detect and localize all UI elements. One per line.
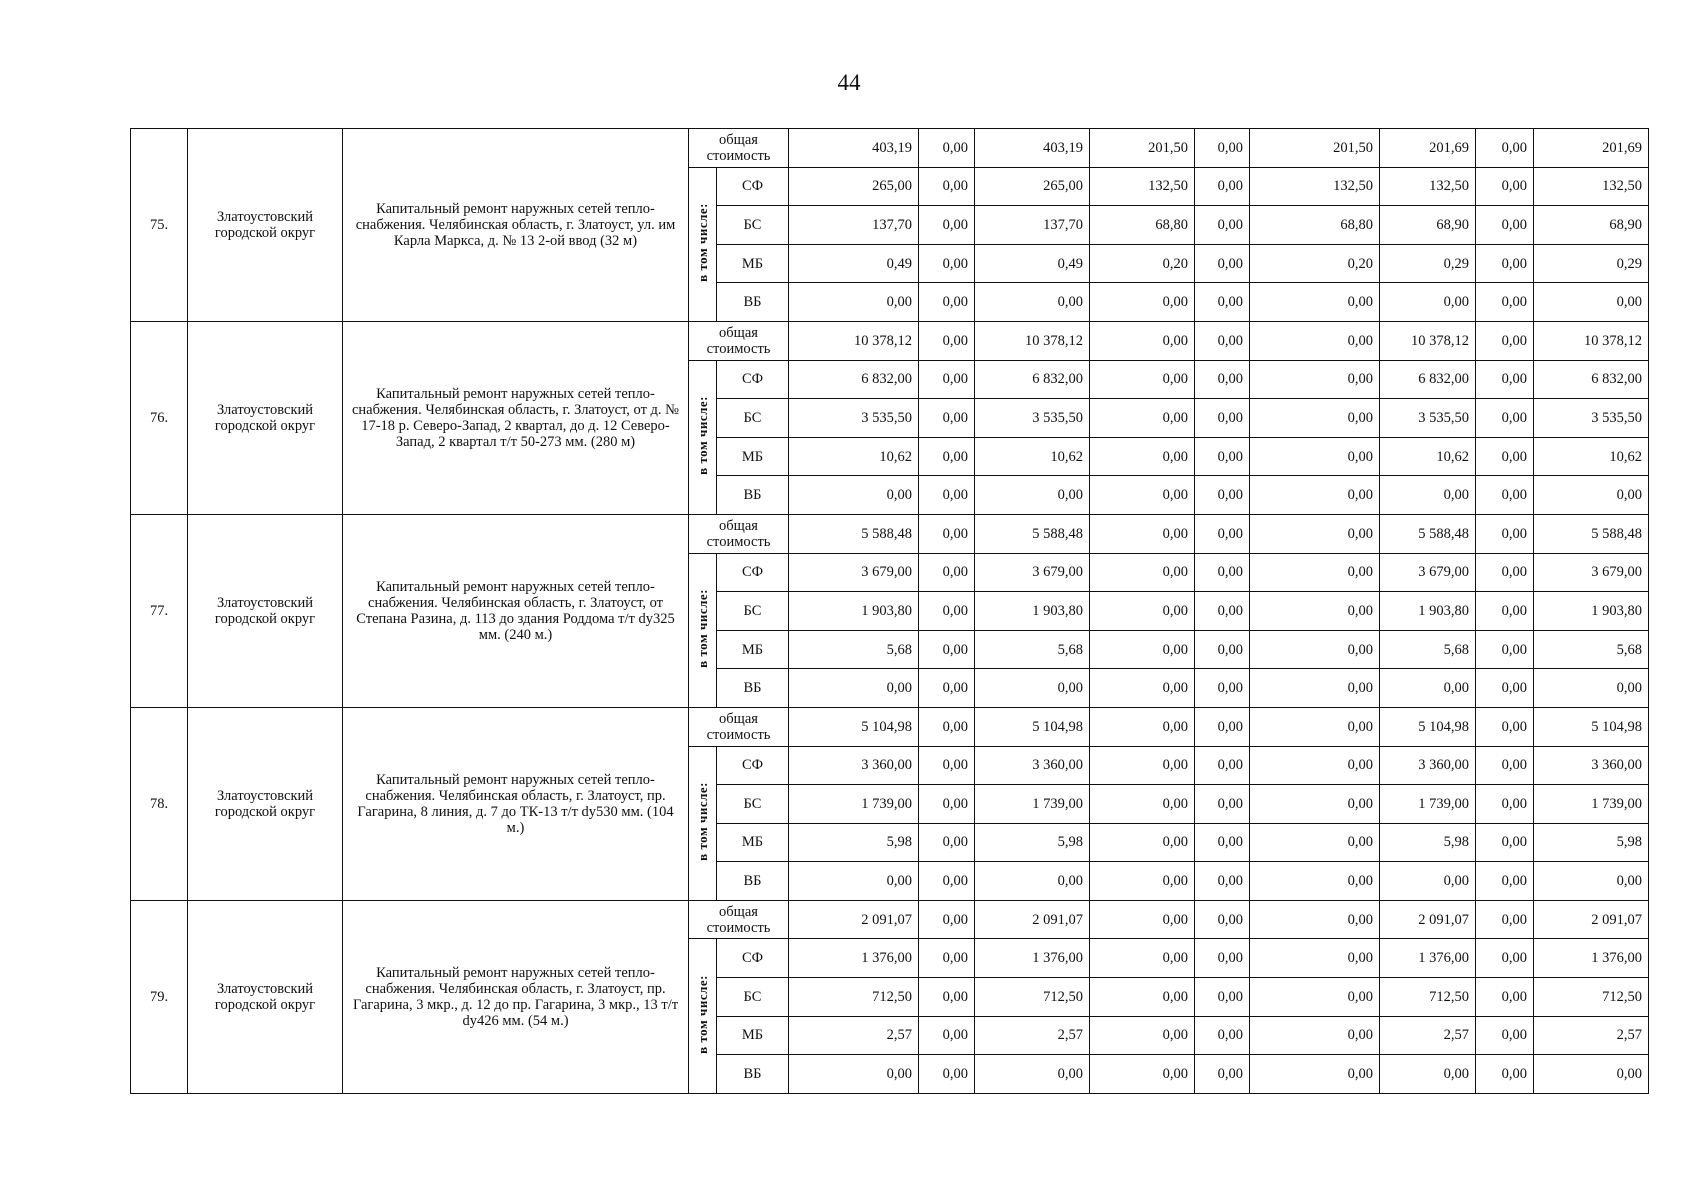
row-number: 75. — [131, 129, 188, 322]
value-cell: 0,00 — [1476, 823, 1534, 862]
funding-source-label: СФ — [717, 553, 789, 592]
value-cell: 0,00 — [1195, 630, 1250, 669]
value-cell: 0,00 — [1476, 360, 1534, 399]
value-cell: 10,62 — [1380, 437, 1476, 476]
project-description: Капитальный ремонт наружных сетей тепло-снабжения. Челябинская область, г. Златоуст, пр. Гагарина, 8 линия, д. 7 до ТК-13 т/т dy530 мм. (104 м.) — [343, 707, 689, 900]
value-cell: 0,00 — [1250, 399, 1380, 438]
value-cell: 0,00 — [1476, 476, 1534, 515]
value-cell: 0,00 — [1250, 939, 1380, 978]
value-cell: 0,29 — [1380, 244, 1476, 283]
row-number: 78. — [131, 707, 188, 900]
value-cell: 0,00 — [1250, 476, 1380, 515]
including-cell — [689, 360, 717, 514]
value-cell: 0,00 — [1250, 553, 1380, 592]
value-cell: 6 832,00 — [975, 360, 1090, 399]
including-label: в том числе: — [695, 395, 710, 475]
including-label: в том числе: — [695, 202, 710, 282]
value-cell: 3 535,50 — [975, 399, 1090, 438]
funding-source-label: БС — [717, 206, 789, 245]
value-cell: 5,98 — [1380, 823, 1476, 862]
value-cell: 0,00 — [1090, 746, 1195, 785]
value-cell: 0,00 — [1195, 476, 1250, 515]
value-cell: 0,00 — [1476, 437, 1534, 476]
value-cell: 0,00 — [1250, 785, 1380, 824]
value-cell: 0,00 — [1090, 939, 1195, 978]
value-cell: 137,70 — [975, 206, 1090, 245]
funding-source-label: МБ — [717, 823, 789, 862]
value-cell: 1 739,00 — [789, 785, 919, 824]
value-cell: 5 104,98 — [789, 707, 919, 746]
value-cell: 0,00 — [1534, 1055, 1649, 1094]
value-cell: 5 104,98 — [975, 707, 1090, 746]
table-row-total — [131, 321, 1649, 360]
funding-source-label: МБ — [717, 437, 789, 476]
value-cell: 0,00 — [1476, 321, 1534, 360]
value-cell: 5 588,48 — [1380, 514, 1476, 553]
value-cell: 201,69 — [1534, 129, 1649, 168]
value-cell: 1 903,80 — [975, 592, 1090, 631]
value-cell: 0,00 — [919, 862, 975, 901]
value-cell: 10,62 — [975, 437, 1090, 476]
value-cell: 0,00 — [919, 321, 975, 360]
value-cell: 0,00 — [919, 360, 975, 399]
value-cell: 0,00 — [919, 630, 975, 669]
value-cell: 0,00 — [1090, 1016, 1195, 1055]
value-cell: 0,00 — [1476, 900, 1534, 939]
value-cell: 68,80 — [1090, 206, 1195, 245]
value-cell: 0,00 — [1195, 129, 1250, 168]
value-cell: 0,00 — [1195, 1016, 1250, 1055]
value-cell: 0,00 — [1476, 746, 1534, 785]
value-cell: 0,00 — [789, 862, 919, 901]
project-description: Капитальный ремонт наружных сетей тепло-снабжения. Челябинская область, г. Златоуст, пр. Гагарина, 3 мкр., д. 12 до пр. Гагарина, 3 мкр., 13 т/т dy426 мм. (54 м.) — [343, 900, 689, 1093]
value-cell: 5 104,98 — [1534, 707, 1649, 746]
row-number: 76. — [131, 321, 188, 514]
value-cell: 5,98 — [975, 823, 1090, 862]
value-cell: 0,00 — [1476, 630, 1534, 669]
value-cell: 0,00 — [1476, 206, 1534, 245]
value-cell: 0,00 — [1090, 514, 1195, 553]
value-cell: 132,50 — [1380, 167, 1476, 206]
value-cell: 0,00 — [919, 399, 975, 438]
value-cell: 0,00 — [789, 1055, 919, 1094]
table-row-total — [131, 900, 1649, 939]
value-cell: 3 679,00 — [789, 553, 919, 592]
value-cell: 0,00 — [1476, 129, 1534, 168]
value-cell: 0,00 — [1090, 553, 1195, 592]
value-cell: 0,00 — [1195, 321, 1250, 360]
value-cell: 0,00 — [1195, 592, 1250, 631]
funding-source-label: ВБ — [717, 1055, 789, 1094]
value-cell: 712,50 — [789, 978, 919, 1017]
funding-source-label: СФ — [717, 746, 789, 785]
value-cell: 0,00 — [1195, 669, 1250, 708]
page-number: 44 — [837, 70, 861, 95]
value-cell: 2,57 — [789, 1016, 919, 1055]
funding-source-label: МБ — [717, 630, 789, 669]
funding-source-label: МБ — [717, 1016, 789, 1055]
including-label: в том числе: — [695, 781, 710, 861]
total-cost-label: общая стоимость — [689, 129, 789, 168]
value-cell: 0,00 — [919, 437, 975, 476]
value-cell: 0,00 — [1476, 167, 1534, 206]
value-cell: 0,00 — [919, 129, 975, 168]
row-number: 77. — [131, 514, 188, 707]
value-cell: 0,00 — [1090, 707, 1195, 746]
value-cell: 0,00 — [1090, 360, 1195, 399]
value-cell: 0,00 — [1476, 399, 1534, 438]
value-cell: 265,00 — [789, 167, 919, 206]
value-cell: 2 091,07 — [1380, 900, 1476, 939]
value-cell: 0,00 — [1250, 900, 1380, 939]
value-cell: 0,00 — [1195, 823, 1250, 862]
value-cell: 2,57 — [975, 1016, 1090, 1055]
value-cell: 0,00 — [1195, 514, 1250, 553]
value-cell: 0,00 — [1250, 1055, 1380, 1094]
value-cell: 137,70 — [789, 206, 919, 245]
value-cell: 10 378,12 — [1534, 321, 1649, 360]
value-cell: 0,00 — [1090, 592, 1195, 631]
value-cell: 0,00 — [1476, 862, 1534, 901]
funding-source-label: БС — [717, 592, 789, 631]
value-cell: 10,62 — [789, 437, 919, 476]
value-cell: 0,00 — [919, 283, 975, 322]
value-cell: 0,00 — [1476, 669, 1534, 708]
value-cell: 0,00 — [1476, 978, 1534, 1017]
value-cell: 0,00 — [1476, 283, 1534, 322]
value-cell: 0,00 — [1195, 1055, 1250, 1094]
value-cell: 201,69 — [1380, 129, 1476, 168]
value-cell: 0,00 — [1534, 283, 1649, 322]
value-cell: 0,00 — [1250, 669, 1380, 708]
value-cell: 1 903,80 — [1534, 592, 1649, 631]
value-cell: 0,00 — [919, 707, 975, 746]
value-cell: 403,19 — [975, 129, 1090, 168]
value-cell: 0,00 — [1090, 669, 1195, 708]
value-cell: 712,50 — [1380, 978, 1476, 1017]
value-cell: 0,00 — [1476, 514, 1534, 553]
value-cell: 3 535,50 — [1534, 399, 1649, 438]
value-cell: 0,00 — [1195, 360, 1250, 399]
value-cell: 5 588,48 — [1534, 514, 1649, 553]
funding-source-label: ВБ — [717, 669, 789, 708]
value-cell: 5,68 — [975, 630, 1090, 669]
value-cell: 2,57 — [1534, 1016, 1649, 1055]
value-cell: 0,00 — [1250, 746, 1380, 785]
value-cell: 0,00 — [919, 476, 975, 515]
value-cell: 0,00 — [1195, 746, 1250, 785]
value-cell: 0,00 — [919, 785, 975, 824]
value-cell: 3 679,00 — [975, 553, 1090, 592]
value-cell: 5,68 — [789, 630, 919, 669]
funding-source-label: ВБ — [717, 283, 789, 322]
funding-source-label: ВБ — [717, 476, 789, 515]
including-label: в том числе: — [695, 974, 710, 1054]
value-cell: 0,00 — [1090, 630, 1195, 669]
value-cell: 0,00 — [1476, 592, 1534, 631]
value-cell: 3 679,00 — [1534, 553, 1649, 592]
value-cell: 0,20 — [1090, 244, 1195, 283]
value-cell: 0,00 — [1380, 1055, 1476, 1094]
value-cell: 0,00 — [919, 939, 975, 978]
value-cell: 0,00 — [1195, 167, 1250, 206]
value-cell: 0,00 — [919, 206, 975, 245]
value-cell: 0,00 — [1090, 437, 1195, 476]
value-cell: 0,00 — [1250, 862, 1380, 901]
value-cell: 0,00 — [1534, 476, 1649, 515]
value-cell: 712,50 — [975, 978, 1090, 1017]
value-cell: 0,00 — [1195, 206, 1250, 245]
funding-source-label: СФ — [717, 360, 789, 399]
value-cell: 5,68 — [1380, 630, 1476, 669]
value-cell: 0,00 — [789, 283, 919, 322]
value-cell: 0,00 — [1250, 707, 1380, 746]
value-cell: 0,00 — [1250, 823, 1380, 862]
value-cell: 0,00 — [1250, 514, 1380, 553]
municipality: Златоустовский городской округ — [188, 321, 343, 514]
value-cell: 265,00 — [975, 167, 1090, 206]
value-cell: 0,00 — [919, 746, 975, 785]
total-cost-label: общая стоимость — [689, 514, 789, 553]
value-cell: 2 091,07 — [789, 900, 919, 939]
total-cost-label: общая стоимость — [689, 900, 789, 939]
value-cell: 68,80 — [1250, 206, 1380, 245]
value-cell: 403,19 — [789, 129, 919, 168]
value-cell: 0,00 — [1250, 630, 1380, 669]
project-description: Капитальный ремонт наружных сетей тепло-снабжения. Челябинская область, г. Златоуст, ул. им Карла Маркса, д. № 13 2-ой ввод (32 м) — [343, 129, 689, 322]
value-cell: 1 903,80 — [1380, 592, 1476, 631]
table-body — [131, 129, 1649, 1094]
value-cell: 0,00 — [1195, 785, 1250, 824]
value-cell: 0,00 — [1090, 785, 1195, 824]
municipality: Златоустовский городской округ — [188, 900, 343, 1093]
table-row-total — [131, 129, 1649, 168]
value-cell: 5,98 — [789, 823, 919, 862]
funding-source-label: БС — [717, 399, 789, 438]
value-cell: 3 360,00 — [975, 746, 1090, 785]
value-cell: 68,90 — [1534, 206, 1649, 245]
value-cell: 132,50 — [1534, 167, 1649, 206]
value-cell: 0,00 — [1195, 900, 1250, 939]
value-cell: 0,00 — [919, 592, 975, 631]
project-description: Капитальный ремонт наружных сетей тепло-снабжения. Челябинская область, г. Златоуст, от Степана Разина, д. 113 до здания Роддома т/т dy325 мм. (240 м.) — [343, 514, 689, 707]
funding-source-label: БС — [717, 978, 789, 1017]
value-cell: 1 903,80 — [789, 592, 919, 631]
value-cell: 5 588,48 — [975, 514, 1090, 553]
row-number: 79. — [131, 900, 188, 1093]
value-cell: 0,00 — [919, 669, 975, 708]
value-cell: 2 091,07 — [1534, 900, 1649, 939]
value-cell: 5 588,48 — [789, 514, 919, 553]
value-cell: 3 360,00 — [789, 746, 919, 785]
value-cell: 0,49 — [975, 244, 1090, 283]
value-cell: 68,90 — [1380, 206, 1476, 245]
including-cell — [689, 167, 717, 321]
value-cell: 0,00 — [1476, 553, 1534, 592]
table-row-total — [131, 514, 1649, 553]
value-cell: 0,00 — [1090, 476, 1195, 515]
value-cell: 0,00 — [919, 1055, 975, 1094]
value-cell: 0,00 — [1090, 1055, 1195, 1094]
value-cell: 0,00 — [919, 514, 975, 553]
value-cell: 132,50 — [1250, 167, 1380, 206]
value-cell: 132,50 — [1090, 167, 1195, 206]
value-cell: 0,00 — [1534, 669, 1649, 708]
value-cell: 0,00 — [1090, 283, 1195, 322]
value-cell: 0,00 — [789, 476, 919, 515]
funding-source-label: МБ — [717, 244, 789, 283]
value-cell: 0,00 — [1195, 553, 1250, 592]
value-cell: 10,62 — [1534, 437, 1649, 476]
value-cell: 0,00 — [1476, 244, 1534, 283]
value-cell: 0,00 — [1250, 437, 1380, 476]
value-cell: 0,00 — [975, 862, 1090, 901]
value-cell: 0,00 — [1195, 244, 1250, 283]
value-cell: 0,00 — [919, 244, 975, 283]
municipality: Златоустовский городской округ — [188, 514, 343, 707]
value-cell: 0,00 — [919, 553, 975, 592]
value-cell: 3 360,00 — [1380, 746, 1476, 785]
value-cell: 10 378,12 — [789, 321, 919, 360]
value-cell: 0,00 — [1195, 978, 1250, 1017]
value-cell: 0,00 — [1090, 321, 1195, 360]
value-cell: 0,00 — [1476, 1016, 1534, 1055]
value-cell: 1 376,00 — [975, 939, 1090, 978]
value-cell: 1 739,00 — [1380, 785, 1476, 824]
value-cell: 0,00 — [1250, 978, 1380, 1017]
municipality: Златоустовский городской округ — [188, 129, 343, 322]
funding-source-label: СФ — [717, 167, 789, 206]
value-cell: 3 535,50 — [1380, 399, 1476, 438]
value-cell: 3 679,00 — [1380, 553, 1476, 592]
value-cell: 0,49 — [789, 244, 919, 283]
value-cell: 5,98 — [1534, 823, 1649, 862]
value-cell: 3 360,00 — [1534, 746, 1649, 785]
value-cell: 0,00 — [1380, 669, 1476, 708]
value-cell: 0,00 — [1195, 437, 1250, 476]
value-cell: 0,00 — [919, 900, 975, 939]
value-cell: 0,00 — [1090, 823, 1195, 862]
value-cell: 0,00 — [975, 669, 1090, 708]
value-cell: 5,68 — [1534, 630, 1649, 669]
value-cell: 0,00 — [1090, 900, 1195, 939]
municipality: Златоустовский городской округ — [188, 707, 343, 900]
value-cell: 0,00 — [975, 283, 1090, 322]
including-label: в том числе: — [695, 588, 710, 668]
value-cell: 0,00 — [1380, 476, 1476, 515]
value-cell: 201,50 — [1250, 129, 1380, 168]
total-cost-label: общая стоимость — [689, 707, 789, 746]
value-cell: 0,00 — [919, 978, 975, 1017]
value-cell: 0,00 — [1250, 321, 1380, 360]
value-cell: 0,00 — [1195, 707, 1250, 746]
value-cell: 10 378,12 — [975, 321, 1090, 360]
value-cell: 0,00 — [975, 476, 1090, 515]
value-cell: 1 739,00 — [975, 785, 1090, 824]
value-cell: 2 091,07 — [975, 900, 1090, 939]
value-cell: 712,50 — [1534, 978, 1649, 1017]
value-cell: 0,00 — [1380, 862, 1476, 901]
value-cell: 0,00 — [1090, 399, 1195, 438]
value-cell: 1 376,00 — [1534, 939, 1649, 978]
value-cell: 10 378,12 — [1380, 321, 1476, 360]
value-cell: 3 535,50 — [789, 399, 919, 438]
value-cell: 6 832,00 — [789, 360, 919, 399]
value-cell: 0,00 — [1195, 283, 1250, 322]
value-cell: 0,00 — [1090, 978, 1195, 1017]
value-cell: 0,00 — [1195, 939, 1250, 978]
including-cell — [689, 939, 717, 1093]
value-cell: 0,00 — [919, 1016, 975, 1055]
value-cell: 2,57 — [1380, 1016, 1476, 1055]
value-cell: 0,00 — [1380, 283, 1476, 322]
funding-source-label: ВБ — [717, 862, 789, 901]
funding-table — [130, 128, 1649, 1094]
value-cell: 0,00 — [919, 167, 975, 206]
value-cell: 0,00 — [1195, 399, 1250, 438]
value-cell: 0,00 — [1090, 862, 1195, 901]
project-description: Капитальный ремонт наружных сетей тепло-снабжения. Челябинская область, г. Златоуст, от д. № 17-18 р. Северо-Запад, 2 квартал, до д. 12 Северо-Запад, 2 квартал т/т 50-273 мм. (280 м) — [343, 321, 689, 514]
value-cell: 0,00 — [1250, 592, 1380, 631]
value-cell: 0,29 — [1534, 244, 1649, 283]
value-cell: 0,00 — [1476, 707, 1534, 746]
value-cell: 0,00 — [1476, 939, 1534, 978]
value-cell: 1 376,00 — [1380, 939, 1476, 978]
value-cell: 1 739,00 — [1534, 785, 1649, 824]
value-cell: 0,20 — [1250, 244, 1380, 283]
value-cell: 0,00 — [1476, 785, 1534, 824]
value-cell: 0,00 — [1250, 283, 1380, 322]
value-cell: 0,00 — [1534, 862, 1649, 901]
value-cell: 0,00 — [1476, 1055, 1534, 1094]
value-cell: 5 104,98 — [1380, 707, 1476, 746]
including-cell — [689, 553, 717, 707]
funding-source-label: СФ — [717, 939, 789, 978]
funding-source-label: БС — [717, 785, 789, 824]
value-cell: 0,00 — [789, 669, 919, 708]
value-cell: 0,00 — [1250, 1016, 1380, 1055]
value-cell: 1 376,00 — [789, 939, 919, 978]
value-cell: 201,50 — [1090, 129, 1195, 168]
value-cell: 0,00 — [1250, 360, 1380, 399]
table-row-total — [131, 707, 1649, 746]
value-cell: 6 832,00 — [1534, 360, 1649, 399]
value-cell: 0,00 — [975, 1055, 1090, 1094]
value-cell: 0,00 — [919, 823, 975, 862]
including-cell — [689, 746, 717, 900]
value-cell: 6 832,00 — [1380, 360, 1476, 399]
total-cost-label: общая стоимость — [689, 321, 789, 360]
value-cell: 0,00 — [1195, 862, 1250, 901]
